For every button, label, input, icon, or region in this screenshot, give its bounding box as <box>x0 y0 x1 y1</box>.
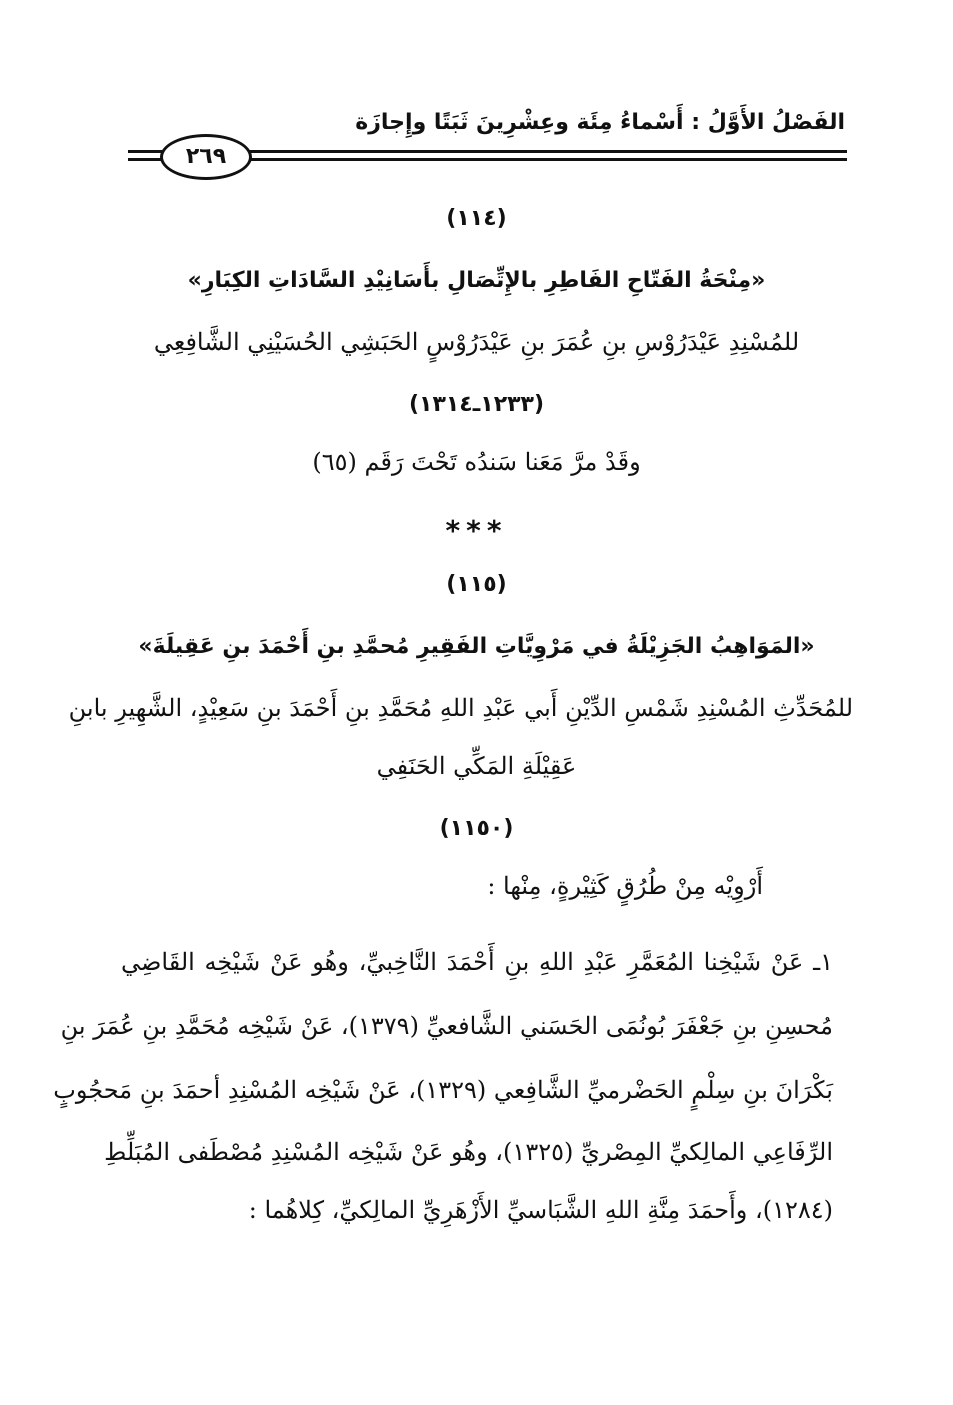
page-number: ٢٦٩ <box>160 134 252 180</box>
section-separator: *** <box>445 514 508 547</box>
entry-115-dates: (١١٥٠) <box>439 816 514 841</box>
running-header: الفَصْلُ الأَوَّلُ : أَسْماءُ مِئَة وعِشْرِينَ ثَبَتًا وإِجازَة <box>355 110 845 135</box>
entry-114-author: للمُسْنِدِ عَيْدَرُوْسِ بنِ عُمَرَ بنِ عَيْدَرُوْسٍ الحَبَشِي الحُسَيْنِي الشَّافِعِي <box>153 328 800 356</box>
entry-114-note: وقَدْ مرَّ مَعَنا سَندُه تَحْتَ رَقَم (٦٥) <box>312 448 641 476</box>
paragraph-line: مُحسِنِ بنِ جَعْفَرَ بُونُمَى الحَسَني الشَّافعيِّ (١٣٧٩)، عَنْ شَيْخِه مُحَمَّدِ بنِ عُمَرَ بنِ <box>60 1012 833 1040</box>
entry-114-dates: (١٢٣٣ـ١٣١٤) <box>408 392 545 417</box>
paragraph-line: بَكْرَانَ بنِ سِلْمٍ الحَضْرميِّ الشَّافِعي (١٣٢٩)، عَنْ شَيْخِه المُسْنِدِ أحمَدَ بنِ مَحجُوبٍ <box>53 1076 833 1104</box>
entry-115-author-line-2: عَقِيْلَةِ المَكِّي الحَنَفِي <box>376 752 577 780</box>
paragraph-line: ١ـ عَنْ شَيْخِنا المُعَمَّرِ عَبْدِ اللهِ بنِ أَحْمَدَ النَّاخِبيِّ، وهُو عَنْ شَيْخِه القَاضِي <box>121 948 833 976</box>
entry-114-number: (١١٤) <box>446 206 507 231</box>
paragraph-line: الرِّفَاعِي المالِكيِّ المِصْريِّ (١٣٢٥)، وهُو عَنْ شَيْخِه المُسْنِدِ مُصْطَفى المُبَلِّطِ <box>104 1138 833 1166</box>
entry-115-title: «المَوَاهِبُ الجَزِيْلَةُ في مَرْوِيَّاتِ الفَقِيرِ مُحمَّدِ بنِ أَحْمَدَ بنِ عَقِيلَةَ» <box>138 634 815 659</box>
entry-115-intro: أَرْوِيْه مِنْ طُرُقٍ كَثِيْرةٍ، مِنْها : <box>487 872 763 900</box>
paragraph-line: (١٢٨٤)، وأَحمَدَ مِنَّةِ اللهِ الشَّبَاسيِّ الأَزْهَرِيِّ المالِكيِّ، كِلاهُما : <box>248 1196 833 1224</box>
entry-114-title: «مِنْحَةُ الفَتّاحِ الفَاطِرِ بالإِتِّصَالِ بأَسَانِيْدِ السَّادَاتِ الكِبَارِ» <box>187 268 766 293</box>
entry-115-author-line-1: للمُحَدِّثِ المُسْنِدِ شَمْسِ الدِّيْنِ أَبي عَبْدِ اللهِ مُحَمَّدِ بنِ أَحْمَدَ بنِ سَعِيْدٍ، الشَّهِيرِ بابنِ <box>68 694 853 722</box>
entry-115-number: (١١٥) <box>446 572 507 597</box>
